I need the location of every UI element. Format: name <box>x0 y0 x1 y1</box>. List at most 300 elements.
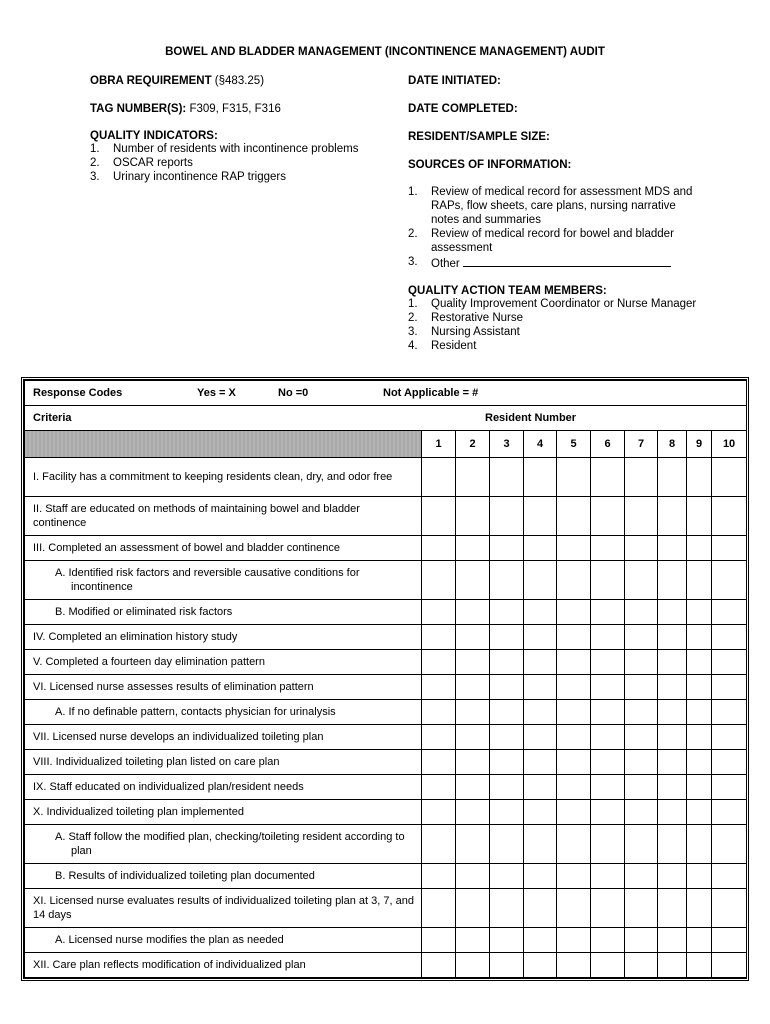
response-cell[interactable] <box>712 536 747 561</box>
response-cell[interactable] <box>625 825 658 864</box>
response-cell[interactable] <box>687 650 712 675</box>
criteria-text <box>25 561 422 600</box>
shaded-header-cell <box>25 431 422 458</box>
team-item-number: 2. <box>408 312 418 324</box>
criteria-text <box>25 725 422 750</box>
criteria-header-row <box>25 406 747 431</box>
response-codes-row <box>25 381 747 406</box>
response-cell[interactable] <box>557 458 591 497</box>
criteria-text-content: IX. Staff educated on individualized plan/resident needs <box>33 781 304 793</box>
response-cell[interactable] <box>687 458 712 497</box>
criteria-row <box>25 889 747 928</box>
response-cell[interactable] <box>524 750 557 775</box>
response-cell[interactable] <box>687 725 712 750</box>
team-item-text: Quality Improvement Coordinator or Nurse Manager <box>431 298 697 310</box>
response-codes-label: Response Codes <box>33 387 123 399</box>
team-item-number: 4. <box>408 340 418 352</box>
response-cell[interactable] <box>625 700 658 725</box>
response-cell[interactable] <box>422 864 456 889</box>
response-cell[interactable] <box>687 889 712 928</box>
obra-value: (§483.25) <box>211 75 265 87</box>
resident-number-cell: 3 <box>490 431 524 458</box>
criteria-row <box>25 775 747 800</box>
criteria-row <box>25 928 747 953</box>
response-cell[interactable] <box>557 625 591 650</box>
response-cell[interactable] <box>687 953 712 978</box>
response-cell[interactable] <box>658 725 687 750</box>
na-code: Not Applicable = # <box>383 387 479 399</box>
criteria-text-content: X. Individualized toileting plan implemented <box>33 806 244 818</box>
response-cell[interactable] <box>712 800 747 825</box>
team-item-text: Restorative Nurse <box>431 312 524 324</box>
criteria-text <box>25 650 422 675</box>
response-cell[interactable] <box>557 775 591 800</box>
response-cell[interactable] <box>422 953 456 978</box>
response-cell[interactable] <box>625 650 658 675</box>
response-cell[interactable] <box>557 700 591 725</box>
criteria-text <box>25 864 422 889</box>
response-cell[interactable] <box>687 625 712 650</box>
resident-number-cell: 2 <box>456 431 490 458</box>
response-cell[interactable] <box>591 536 625 561</box>
response-cell[interactable] <box>658 800 687 825</box>
qi-item-text: Urinary incontinence RAP triggers <box>113 171 287 183</box>
response-cell[interactable] <box>456 600 490 625</box>
response-cell[interactable] <box>524 600 557 625</box>
response-cell[interactable] <box>625 458 658 497</box>
response-cell[interactable] <box>591 953 625 978</box>
response-cell[interactable] <box>625 928 658 953</box>
team-item <box>408 297 698 311</box>
response-cell[interactable] <box>422 600 456 625</box>
response-cell[interactable] <box>490 725 524 750</box>
response-cell[interactable] <box>625 889 658 928</box>
response-cell[interactable] <box>422 800 456 825</box>
criteria-text <box>25 536 422 561</box>
response-cell[interactable] <box>591 725 625 750</box>
response-cell[interactable] <box>524 536 557 561</box>
response-cell[interactable] <box>712 600 747 625</box>
response-cell[interactable] <box>712 561 747 600</box>
response-cell[interactable] <box>625 675 658 700</box>
criteria-text-content: A. Identified risk factors and reversible causative conditions for incontinence <box>55 567 360 593</box>
response-cell[interactable] <box>712 497 747 536</box>
qi-item-number: 3. <box>90 171 100 183</box>
response-cell[interactable] <box>658 650 687 675</box>
resident-number-cell: 7 <box>625 431 658 458</box>
response-cell[interactable] <box>557 561 591 600</box>
criteria-row <box>25 825 747 864</box>
response-cell[interactable] <box>456 953 490 978</box>
response-cell[interactable] <box>490 497 524 536</box>
response-cell[interactable] <box>557 650 591 675</box>
response-cell[interactable] <box>557 600 591 625</box>
response-cell[interactable] <box>712 864 747 889</box>
response-cell[interactable] <box>591 775 625 800</box>
response-cell[interactable] <box>712 675 747 700</box>
response-cell[interactable] <box>490 700 524 725</box>
resident-number-cell: 6 <box>591 431 625 458</box>
response-cell[interactable] <box>422 750 456 775</box>
response-cell[interactable] <box>490 928 524 953</box>
criteria-text-content: V. Completed a fourteen day elimination pattern <box>33 656 265 668</box>
criteria-text-content: XII. Care plan reflects modification of individualized plan <box>33 959 306 971</box>
response-cell[interactable] <box>490 775 524 800</box>
criteria-row <box>25 625 747 650</box>
sample-size-label: RESIDENT/SAMPLE SIZE: <box>408 131 550 143</box>
criteria-row <box>25 800 747 825</box>
response-cell[interactable] <box>687 600 712 625</box>
criteria-row <box>25 864 747 889</box>
response-cell[interactable] <box>456 675 490 700</box>
response-cell[interactable] <box>490 650 524 675</box>
resident-number-cell: 1 <box>422 431 456 458</box>
response-cell[interactable] <box>456 625 490 650</box>
date-initiated <box>408 74 698 88</box>
response-cell[interactable] <box>687 497 712 536</box>
audit-table <box>21 377 749 981</box>
criteria-text <box>25 600 422 625</box>
response-cell[interactable] <box>625 536 658 561</box>
criteria-row <box>25 458 747 497</box>
response-cell[interactable] <box>490 953 524 978</box>
response-cell[interactable] <box>712 725 747 750</box>
response-cell[interactable] <box>591 700 625 725</box>
sources-heading <box>408 158 698 172</box>
qi-item <box>90 170 390 184</box>
response-cell[interactable] <box>490 750 524 775</box>
response-cell[interactable] <box>456 725 490 750</box>
response-cell[interactable] <box>524 775 557 800</box>
response-cell[interactable] <box>591 675 625 700</box>
response-cell[interactable] <box>712 953 747 978</box>
response-cell[interactable] <box>490 800 524 825</box>
response-cell[interactable] <box>625 953 658 978</box>
team-label: QUALITY ACTION TEAM MEMBERS: <box>408 285 607 297</box>
response-cell[interactable] <box>557 825 591 864</box>
response-cell[interactable] <box>490 625 524 650</box>
response-cell[interactable] <box>625 864 658 889</box>
team-item-text: Resident <box>431 340 477 352</box>
response-cell[interactable] <box>658 864 687 889</box>
criteria-text <box>25 700 422 725</box>
team-list <box>408 297 698 353</box>
criteria-row <box>25 650 747 675</box>
response-cell[interactable] <box>687 561 712 600</box>
response-cell[interactable] <box>658 953 687 978</box>
tag-numbers <box>90 102 390 116</box>
response-cell[interactable] <box>712 458 747 497</box>
response-cell[interactable] <box>524 561 557 600</box>
response-cell[interactable] <box>490 600 524 625</box>
resident-number-cell: 8 <box>658 431 687 458</box>
response-cell[interactable] <box>456 458 490 497</box>
response-cell[interactable] <box>625 600 658 625</box>
response-cell[interactable] <box>422 650 456 675</box>
date-completed-label: DATE COMPLETED: <box>408 103 518 115</box>
response-cell[interactable] <box>658 497 687 536</box>
sources-list <box>408 185 698 271</box>
response-cell[interactable] <box>591 561 625 600</box>
resident-number-cell: 10 <box>712 431 747 458</box>
response-cell[interactable] <box>456 928 490 953</box>
response-cell[interactable] <box>524 953 557 978</box>
team-item <box>408 339 698 353</box>
response-cell[interactable] <box>422 625 456 650</box>
response-cell[interactable] <box>422 825 456 864</box>
criteria-row <box>25 725 747 750</box>
response-cell[interactable] <box>557 750 591 775</box>
tag-label: TAG NUMBER(S): <box>90 103 187 115</box>
response-cell[interactable] <box>625 750 658 775</box>
response-cell[interactable] <box>456 825 490 864</box>
response-cell[interactable] <box>490 675 524 700</box>
response-cell[interactable] <box>524 800 557 825</box>
response-cell[interactable] <box>422 775 456 800</box>
response-cell[interactable] <box>524 650 557 675</box>
qi-list <box>90 142 390 184</box>
criteria-text <box>25 825 422 864</box>
response-cell[interactable] <box>422 561 456 600</box>
criteria-row <box>25 536 747 561</box>
criteria-text-content: VI. Licensed nurse assesses results of elimination pattern <box>33 681 314 693</box>
response-cell[interactable] <box>591 889 625 928</box>
criteria-text <box>25 889 422 928</box>
criteria-text-content: VIII. Individualized toileting plan listed on care plan <box>33 756 280 768</box>
right-column <box>408 74 698 353</box>
response-cell[interactable] <box>422 889 456 928</box>
criteria-label: Criteria <box>33 412 72 424</box>
response-cell[interactable] <box>524 497 557 536</box>
source-item-number: 1. <box>408 186 418 198</box>
response-cell[interactable] <box>557 536 591 561</box>
other-blank-line[interactable] <box>463 255 671 267</box>
criteria-text-content: I. Facility has a commitment to keeping residents clean, dry, and odor free <box>33 471 393 483</box>
qi-item-number: 2. <box>90 157 100 169</box>
response-cell[interactable] <box>557 497 591 536</box>
response-cell[interactable] <box>712 625 747 650</box>
response-cell[interactable] <box>456 536 490 561</box>
obra-label: OBRA REQUIREMENT <box>90 75 212 87</box>
response-cell[interactable] <box>591 458 625 497</box>
criteria-text <box>25 775 422 800</box>
response-cell[interactable] <box>712 775 747 800</box>
sample-size <box>408 130 698 144</box>
criteria-text <box>25 675 422 700</box>
response-cell[interactable] <box>712 928 747 953</box>
response-cell[interactable] <box>658 889 687 928</box>
date-initiated-label: DATE INITIATED: <box>408 75 501 87</box>
response-cell[interactable] <box>712 700 747 725</box>
criteria-text <box>25 928 422 953</box>
response-cell[interactable] <box>591 825 625 864</box>
response-cell[interactable] <box>456 800 490 825</box>
date-completed <box>408 102 698 116</box>
response-cell[interactable] <box>524 889 557 928</box>
response-cell[interactable] <box>490 889 524 928</box>
response-cell[interactable] <box>557 953 591 978</box>
criteria-text-content: XI. Licensed nurse evaluates results of individualized toileting plan at 3, 7, and 14 days <box>33 895 414 921</box>
response-cell[interactable] <box>591 600 625 625</box>
response-cell[interactable] <box>591 928 625 953</box>
team-item <box>408 325 698 339</box>
response-cell[interactable] <box>658 675 687 700</box>
response-cell[interactable] <box>625 725 658 750</box>
qi-item-text: OSCAR reports <box>113 157 193 169</box>
resident-number-cell: 9 <box>687 431 712 458</box>
response-cell[interactable] <box>422 458 456 497</box>
criteria-row <box>25 953 747 978</box>
criteria-text-content: B. Modified or eliminated risk factors <box>55 606 233 618</box>
response-cell[interactable] <box>524 458 557 497</box>
team-item-text: Nursing Assistant <box>431 326 520 338</box>
response-cell[interactable] <box>422 675 456 700</box>
response-cell[interactable] <box>524 700 557 725</box>
response-cell[interactable] <box>591 864 625 889</box>
source-item-text: Other <box>431 258 460 270</box>
response-cell[interactable] <box>557 889 591 928</box>
response-cell[interactable] <box>557 928 591 953</box>
quality-indicators <box>90 130 390 184</box>
response-cell[interactable] <box>456 775 490 800</box>
response-cell[interactable] <box>490 458 524 497</box>
response-cell[interactable] <box>625 800 658 825</box>
response-cell[interactable] <box>687 800 712 825</box>
response-cell[interactable] <box>557 800 591 825</box>
response-cell[interactable] <box>658 600 687 625</box>
response-cell[interactable] <box>456 750 490 775</box>
response-cell[interactable] <box>456 700 490 725</box>
resident-number-cell: 5 <box>557 431 591 458</box>
criteria-text <box>25 750 422 775</box>
response-cell[interactable] <box>687 536 712 561</box>
response-cell[interactable] <box>557 725 591 750</box>
response-cell[interactable] <box>456 864 490 889</box>
no-code: No =0 <box>278 387 309 399</box>
response-cell[interactable] <box>591 625 625 650</box>
criteria-text <box>25 625 422 650</box>
criteria-text <box>25 800 422 825</box>
criteria-row <box>25 497 747 536</box>
response-cell[interactable] <box>687 928 712 953</box>
response-cell[interactable] <box>625 497 658 536</box>
resident-number-cell: 4 <box>524 431 557 458</box>
response-cell[interactable] <box>658 700 687 725</box>
criteria-text-content: A. Licensed nurse modifies the plan as needed <box>55 934 284 946</box>
response-cell[interactable] <box>456 650 490 675</box>
response-cell[interactable] <box>658 928 687 953</box>
source-item-text: Review of medical record for assessment MDS and RAPs, flow sheets, care plans, nursing narrative notes and summaries <box>431 186 693 226</box>
response-cell[interactable] <box>422 928 456 953</box>
response-cell[interactable] <box>490 825 524 864</box>
response-cell[interactable] <box>524 725 557 750</box>
response-cell[interactable] <box>712 889 747 928</box>
response-cell[interactable] <box>524 864 557 889</box>
response-cell[interactable] <box>422 725 456 750</box>
response-cell[interactable] <box>456 497 490 536</box>
team-heading <box>408 285 698 297</box>
response-cell[interactable] <box>422 497 456 536</box>
response-cell[interactable] <box>687 675 712 700</box>
qi-item <box>90 142 390 156</box>
qi-item-number: 1. <box>90 143 100 155</box>
source-item <box>408 255 698 271</box>
response-cell[interactable] <box>591 497 625 536</box>
response-cell[interactable] <box>687 700 712 725</box>
sources-label: SOURCES OF INFORMATION: <box>408 159 572 171</box>
response-cell[interactable] <box>687 750 712 775</box>
resident-number-label: Resident Number <box>485 412 577 424</box>
criteria-text-content: A. If no definable pattern, contacts physician for urinalysis <box>55 706 336 718</box>
response-cell[interactable] <box>687 775 712 800</box>
response-cell[interactable] <box>625 775 658 800</box>
yes-code: Yes = X <box>197 387 236 399</box>
response-cell[interactable] <box>625 561 658 600</box>
response-cell[interactable] <box>591 650 625 675</box>
response-cell[interactable] <box>658 536 687 561</box>
response-cell[interactable] <box>524 928 557 953</box>
source-item-number: 3. <box>408 256 418 268</box>
criteria-text-content: VII. Licensed nurse develops an individualized toileting plan <box>33 731 324 743</box>
criteria-row <box>25 675 747 700</box>
response-cell[interactable] <box>456 561 490 600</box>
response-cell[interactable] <box>490 864 524 889</box>
response-cell[interactable] <box>712 650 747 675</box>
criteria-row <box>25 561 747 600</box>
criteria-text-content: IV. Completed an elimination history study <box>33 631 238 643</box>
response-cell[interactable] <box>591 750 625 775</box>
criteria-text <box>25 497 422 536</box>
response-cell[interactable] <box>658 775 687 800</box>
qi-item <box>90 156 390 170</box>
criteria-text <box>25 953 422 978</box>
response-cell[interactable] <box>422 536 456 561</box>
response-cell[interactable] <box>658 825 687 864</box>
left-column <box>90 74 390 184</box>
resident-number-row <box>25 431 747 458</box>
response-cell[interactable] <box>490 561 524 600</box>
criteria-row <box>25 600 747 625</box>
response-cell[interactable] <box>658 750 687 775</box>
response-cell[interactable] <box>658 625 687 650</box>
tag-value: F309, F315, F316 <box>186 103 281 115</box>
page-title: BOWEL AND BLADDER MANAGEMENT (INCONTINENCE MANAGEMENT) AUDIT <box>165 46 605 58</box>
response-cell[interactable] <box>524 675 557 700</box>
response-cell[interactable] <box>625 625 658 650</box>
response-cell[interactable] <box>422 700 456 725</box>
team-item-number: 3. <box>408 326 418 338</box>
response-cell[interactable] <box>557 864 591 889</box>
team-item-number: 1. <box>408 298 418 310</box>
response-cell[interactable] <box>658 561 687 600</box>
response-cell[interactable] <box>712 750 747 775</box>
response-cell[interactable] <box>712 825 747 864</box>
response-cell[interactable] <box>456 889 490 928</box>
qi-label: QUALITY INDICATORS: <box>90 130 218 142</box>
response-cell[interactable] <box>557 675 591 700</box>
criteria-text-content: B. Results of individualized toileting plan documented <box>55 870 315 882</box>
response-cell[interactable] <box>490 536 524 561</box>
response-cell[interactable] <box>658 458 687 497</box>
response-cell[interactable] <box>524 825 557 864</box>
response-cell[interactable] <box>524 625 557 650</box>
criteria-text-content: A. Staff follow the modified plan, checking/toileting resident according to plan <box>55 831 405 857</box>
response-cell[interactable] <box>591 800 625 825</box>
source-item-number: 2. <box>408 228 418 240</box>
response-cell[interactable] <box>687 825 712 864</box>
response-cell[interactable] <box>687 864 712 889</box>
team-item <box>408 311 698 325</box>
